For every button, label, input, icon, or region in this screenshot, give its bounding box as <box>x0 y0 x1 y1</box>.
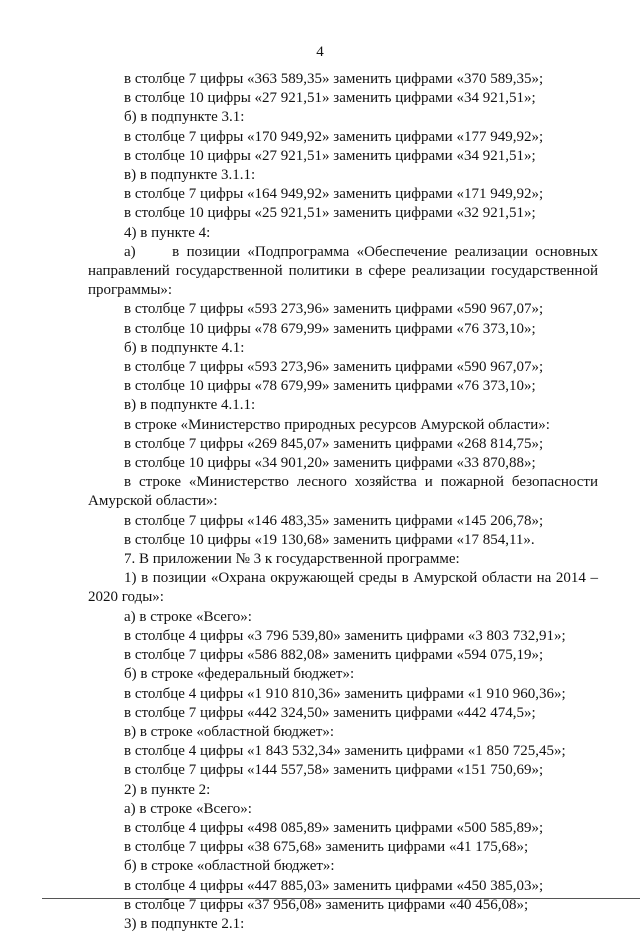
text-paragraph: 1) в позиции «Охрана окружающей среды в Амурской области на 2014 – 2020 годы»: <box>88 570 598 606</box>
text-line: в столбце 7 цифры «170 949,92» заменить цифрами «177 949,92»; <box>124 128 544 145</box>
text-line: б) в строке «областной бюджет»: <box>124 858 335 875</box>
text-line: в столбце 7 цифры «363 589,35» заменить цифрами «370 589,35»; <box>124 71 544 87</box>
text-line: в) в подпункте 4.1.1: <box>124 397 256 414</box>
text-line: в столбце 10 цифры «78 679,99» заменить цифрами «76 373,10»; <box>124 378 536 395</box>
text-line: в столбце 7 цифры «37 956,08» заменить цифрами «40 456,08»; <box>124 896 529 913</box>
text-line: в столбце 7 цифры «164 949,92» заменить цифрами «171 949,92»; <box>124 186 544 203</box>
text-paragraph: а) в позиции «Подпрограмма «Обеспечение реализации основных направлений государственной политики в сфере реализации государственной программы»: <box>88 243 598 299</box>
text-line: в столбце 4 цифры «447 885,03» заменить цифрами «450 385,03»; <box>124 877 544 894</box>
text-line: б) в строке «федеральный бюджет»: <box>124 666 355 683</box>
text-line: в) в строке «областной бюджет»: <box>124 723 335 740</box>
text-line: в столбце 7 цифры «269 845,07» заменить цифрами «268 814,75»; <box>124 435 544 452</box>
text-line: в столбце 4 цифры «1 910 810,36» заменить цифрами «1 910 960,36»; <box>124 685 566 702</box>
text-line: а) в строке «Всего»: <box>124 608 252 625</box>
text-line: в столбце 4 цифры «498 085,89» заменить цифрами «500 585,89»; <box>124 819 544 836</box>
text-line: б) в подпункте 4.1: <box>124 339 245 356</box>
text-line: в столбце 4 цифры «3 796 539,80» заменить цифрами «3 803 732,91»; <box>124 627 566 644</box>
text-line: а) в строке «Всего»: <box>124 800 252 817</box>
text-line: в столбце 10 цифры «25 921,51» заменить цифрами «32 921,51»; <box>124 205 536 222</box>
text-line: в столбце 10 цифры «78 679,99» заменить цифрами «76 373,10»; <box>124 320 536 337</box>
text-line: 2) в пункте 2: <box>124 781 211 798</box>
text-paragraph: в строке «Министерство лесного хозяйства и пожарной безопасности Амурской области»: <box>88 474 598 510</box>
text-line: в столбце 7 цифры «593 273,96» заменить цифрами «590 967,07»; <box>124 301 544 318</box>
text-line: 4) в пункте 4: <box>124 224 211 241</box>
text-line: в столбце 10 цифры «19 130,68» заменить цифрами «17 854,11». <box>124 531 535 548</box>
text-line: в столбце 7 цифры «146 483,35» заменить цифрами «145 206,78»; <box>124 512 544 529</box>
text-line: в) в подпункте 3.1.1: <box>124 167 256 184</box>
page-bottom-rule <box>42 898 640 899</box>
page-number: 4 <box>316 44 324 60</box>
text-line: в столбце 4 цифры «1 843 532,34» заменить цифрами «1 850 725,45»; <box>124 743 566 760</box>
text-line: в столбце 10 цифры «34 901,20» заменить цифрами «33 870,88»; <box>124 455 536 472</box>
text-line: в столбце 7 цифры «144 557,58» заменить цифрами «151 750,69»; <box>124 762 544 779</box>
document-body <box>88 70 598 934</box>
text-line: в строке «Министерство природных ресурсов Амурской области»: <box>124 416 550 433</box>
text-line: 7. В приложении № 3 к государственной программе: <box>124 551 460 568</box>
text-line: в столбце 7 цифры «593 273,96» заменить цифрами «590 967,07»; <box>124 359 544 376</box>
text-line: в столбце 7 цифры «38 675,68» заменить цифрами «41 175,68»; <box>124 839 529 856</box>
text-line: 3) в подпункте 2.1: <box>124 915 245 932</box>
text-line: в столбце 10 цифры «27 921,51» заменить цифрами «34 921,51»; <box>124 90 536 107</box>
text-line: в столбце 7 цифры «442 324,50» заменить цифрами «442 474,5»; <box>124 704 536 721</box>
text-line: в столбце 7 цифры «586 882,08» заменить цифрами «594 075,19»; <box>124 647 544 664</box>
text-line: б) в подпункте 3.1: <box>124 109 245 126</box>
text-line: в столбце 10 цифры «27 921,51» заменить цифрами «34 921,51»; <box>124 147 536 164</box>
